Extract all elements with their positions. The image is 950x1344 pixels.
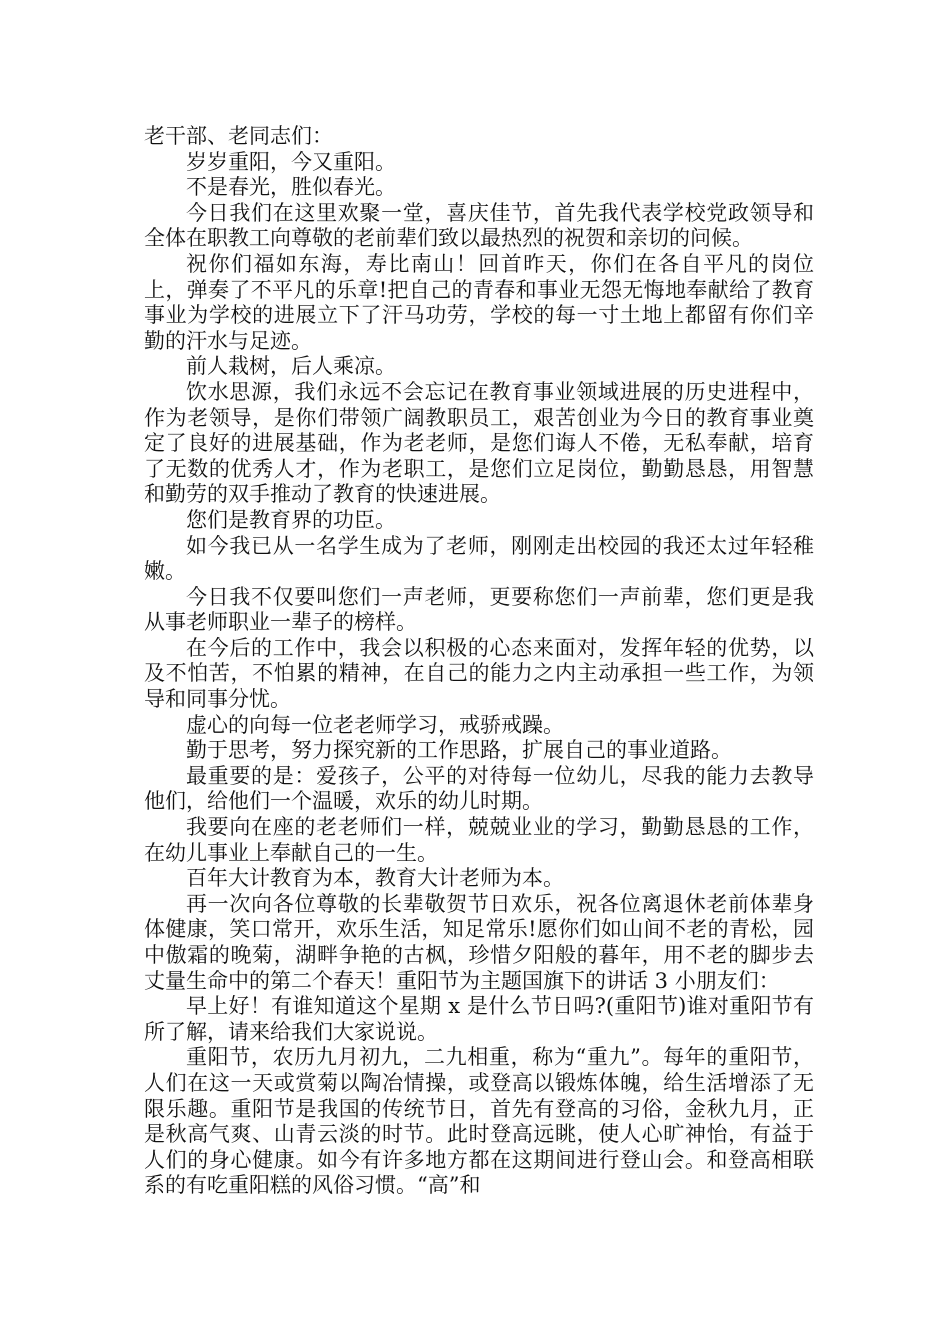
paragraph: 您们是教育界的功臣。: [186, 507, 396, 532]
paragraph: 如今我已从一名学生成为了老师，刚刚走出校园的我还太过年轻稚嫩。: [144, 533, 814, 584]
paragraph: 不是春光，胜似春光。: [186, 175, 396, 200]
paragraph: 百年大计教育为本，教育大计老师为本。: [186, 866, 564, 891]
document-body: [144, 124, 814, 1199]
paragraph: 虚心的向每一位老老师学习，戒骄戒躁。: [186, 712, 564, 737]
paragraph: 最重要的是：爱孩子，公平的对待每一位幼儿，尽我的能力去教导他们，给他们一个温暖，欢乐的幼儿时期。: [144, 763, 814, 814]
paragraph: 早上好！有谁知道这个星期 x 是什么节日吗?(重阳节)谁对重阳节有所了解，请来给我们大家说说。: [144, 994, 814, 1044]
paragraph: 岁岁重阳，今又重阳。: [186, 149, 396, 174]
paragraph: 再一次向各位尊敬的长辈敬贺节日欢乐，祝各位离退休老前体辈身体健康，笑口常开，欢乐生活，知足常乐!愿你们如山间不老的青松，园中傲霜的晚菊，湖畔争艳的古枫，珍惜夕阳般的暮年，用不老的脚步去丈量生命中的第二个春天！重阳节为主题国旗下的讲话 3 小朋友们：: [144, 891, 814, 993]
paragraph: 重阳节，农历九月初九，二九相重，称为“重九”。每年的重阳节，人们在这一天或赏菊以陶冶情操，或登高以锻炼体魄，给生活增添了无限乐趣。重阳节是我国的传统节日，首先有登高的习俗，金秋九月，正是秋高气爽、山青云淡的时节。此时登高远眺，使人心旷神怡，有益于人们的身心健康。如今有许多地方都在这期间进行登山会。和登高相联系的有吃重阳糕的风俗习惯。“高”和: [144, 1045, 814, 1198]
paragraph: 勤于思考，努力探究新的工作思路，扩展自己的事业道路。: [186, 738, 732, 763]
paragraph: 祝你们福如东海，寿比南山！回首昨天，你们在各自平凡的岗位上，弹奏了不平凡的乐章!把自己的青春和事业无怨无悔地奉献给了教育事业为学校的进展立下了汗马功劳，学校的每一寸土地上都留有你们辛勤的汗水与足迹。: [144, 251, 814, 353]
paragraph: 我要向在座的老老师们一样，兢兢业业的学习，勤勤恳恳的工作，在幼儿事业上奉献自己的一生。: [144, 815, 814, 865]
paragraph: 今日我不仅要叫您们一声老师，更要称您们一声前辈，您们更是我从事老师职业一辈子的榜样。: [144, 584, 814, 635]
paragraph: 前人栽树，后人乘凉。: [186, 354, 396, 379]
paragraph: 饮水思源，我们永远不会忘记在教育事业领域进展的历史进程中，作为老领导，是你们带领广阔教职员工，艰苦创业为今日的教育事业奠定了良好的进展基础，作为老老师，是您们诲人不倦，无私奉献，培育了无数的优秀人才，作为老职工，是您们立足岗位，勤勤恳恳，用智慧和勤劳的双手推动了教育的快速进展。: [144, 379, 814, 507]
paragraph: 今日我们在这里欢聚一堂，喜庆佳节，首先我代表学校党政领导和全体在职教工向尊敬的老前辈们致以最热烈的祝贺和亲切的问候。: [144, 200, 814, 251]
paragraph: 在今后的工作中，我会以积极的心态来面对，发挥年轻的优势，以及不怕苦，不怕累的精神，在自己的能力之内主动承担一些工作，为领导和同事分忧。: [144, 635, 814, 712]
salutation: 老干部、老同志们：: [144, 124, 333, 148]
